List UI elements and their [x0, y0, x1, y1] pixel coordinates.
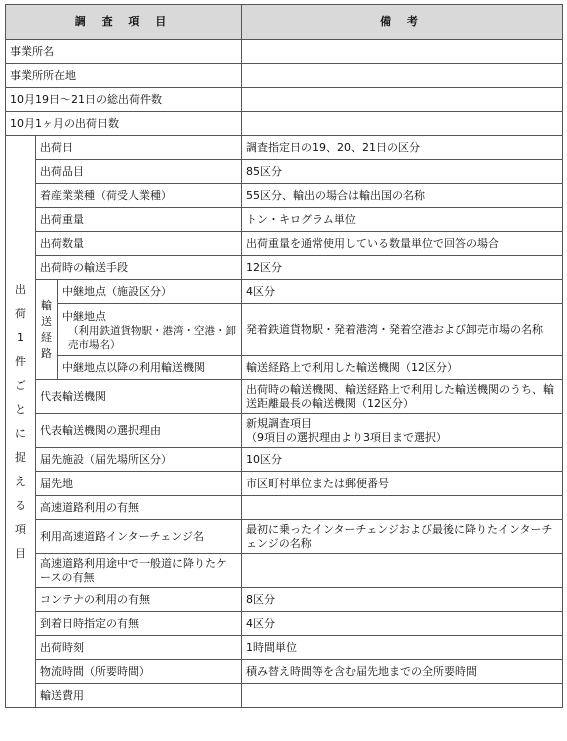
- row-note: [242, 64, 563, 88]
- row-note: 85区分: [242, 160, 563, 184]
- row-note: 市区町村単位または郵便番号: [242, 472, 563, 496]
- group-label-char: 出: [15, 282, 26, 296]
- table-row: [6, 612, 563, 636]
- header-note: 備 考: [242, 5, 563, 40]
- group-label-char: 荷: [15, 306, 26, 320]
- row-label: 10月1ヶ月の出荷日数: [6, 112, 242, 136]
- table-row: [6, 520, 563, 554]
- table-row: [6, 64, 563, 88]
- route-label-char: 輸: [41, 298, 52, 312]
- group-label-char: 1: [17, 330, 24, 344]
- row-label: コンテナの利用の有無: [36, 588, 242, 612]
- table-row: [6, 232, 563, 256]
- group-label-char: ご: [15, 378, 26, 392]
- row-label: 出荷数量: [36, 232, 242, 256]
- group-label-char: 項: [15, 522, 26, 536]
- row-note: [242, 554, 563, 588]
- row-note: 輸送経路上で利用した輸送機関（12区分）: [242, 356, 563, 380]
- route-label-vertical: [36, 280, 58, 380]
- row-label: 出荷時の輸送手段: [36, 256, 242, 280]
- row-note: [242, 414, 563, 448]
- table-row: [6, 256, 563, 280]
- row-label: 着産業業種（荷受人業種）: [36, 184, 242, 208]
- table-row: [6, 280, 563, 304]
- row-note: [242, 496, 563, 520]
- group-label-char: る: [15, 498, 26, 512]
- row-label: 代表輸送機関の選択理由: [36, 414, 242, 448]
- row-note: 調査指定日の19、20、21日の区分: [242, 136, 563, 160]
- row-label: 届先地: [36, 472, 242, 496]
- table-row: [6, 88, 563, 112]
- table-row: [6, 496, 563, 520]
- row-label: 事業所名: [6, 40, 242, 64]
- table-row: [6, 380, 563, 414]
- row-label: 出荷時刻: [36, 636, 242, 660]
- group-label-char: と: [15, 402, 26, 416]
- header-row: [6, 5, 563, 40]
- table-row: [6, 636, 563, 660]
- row-label: 利用高速道路インターチェンジ名: [36, 520, 242, 554]
- table-row: [6, 588, 563, 612]
- table-row: [6, 472, 563, 496]
- row-note: 最初に乗ったインターチェンジおよび最後に降りたインターチェンジの名称: [242, 520, 563, 554]
- row-note: [242, 88, 563, 112]
- route-label-char: 送: [41, 314, 52, 328]
- row-note: 積み替え時間等を含む届先地までの全所要時間: [242, 660, 563, 684]
- row-note: 4区分: [242, 280, 563, 304]
- row-label: 到着日時指定の有無: [36, 612, 242, 636]
- row-label: 出荷重量: [36, 208, 242, 232]
- group-label-char: 件: [15, 354, 26, 368]
- row-label-line2: （利用鉄道貨物駅・港湾・空港・卸売市場名）: [68, 324, 236, 351]
- row-label: 高速道路利用の有無: [36, 496, 242, 520]
- table-row: [6, 40, 563, 64]
- table-row: [6, 136, 563, 160]
- row-label: 中継地点（施設区分）: [58, 280, 242, 304]
- route-label-char: 路: [41, 346, 52, 360]
- row-note: 出荷重量を通常使用している数量単位で回答の場合: [242, 232, 563, 256]
- group-label-char: 目: [15, 546, 26, 560]
- header-item: 調 査 項 目: [6, 5, 242, 40]
- row-note: [242, 40, 563, 64]
- row-note: トン・キログラム単位: [242, 208, 563, 232]
- group-label-char: え: [15, 474, 26, 488]
- row-note: 8区分: [242, 588, 563, 612]
- group-label-vertical: [6, 136, 36, 708]
- table-row: [6, 112, 563, 136]
- table-row: [6, 184, 563, 208]
- row-label: 届先施設（届先場所区分）: [36, 448, 242, 472]
- row-note: 出荷時の輸送機関、輸送経路上で利用した輸送機関のうち、輸送距離最長の輸送機関（12区分）: [242, 380, 563, 414]
- table-row: [6, 356, 563, 380]
- table-row: [6, 304, 563, 356]
- route-label-char: 経: [41, 330, 52, 344]
- row-note: 1時間単位: [242, 636, 563, 660]
- row-label: [58, 304, 242, 356]
- table-row: [6, 448, 563, 472]
- row-note: 発着鉄道貨物駅・発着港湾・発着空港および卸売市場の名称: [242, 304, 563, 356]
- row-note-line2: （9項目の選択理由より3項目まで選択）: [246, 430, 447, 444]
- survey-items-table-wrapper: [5, 4, 563, 708]
- row-label: 10月19日～21日の総出荷件数: [6, 88, 242, 112]
- row-note: [242, 684, 563, 708]
- group-label-char: に: [15, 426, 26, 440]
- table-row: [6, 684, 563, 708]
- row-label: 輸送費用: [36, 684, 242, 708]
- table-row: [6, 160, 563, 184]
- row-note: 55区分、輸出の場合は輸出国の名称: [242, 184, 563, 208]
- row-note: 10区分: [242, 448, 563, 472]
- row-label: 中継地点以降の利用輸送機関: [58, 356, 242, 380]
- row-note: 12区分: [242, 256, 563, 280]
- row-note: 4区分: [242, 612, 563, 636]
- table-row: [6, 554, 563, 588]
- row-note: [242, 112, 563, 136]
- table-row: [6, 414, 563, 448]
- row-label-line1: 中継地点: [62, 309, 106, 323]
- row-label: 出荷品目: [36, 160, 242, 184]
- row-label: 高速道路利用途中で一般道に降りたケースの有無: [36, 554, 242, 588]
- row-label: 事業所所在地: [6, 64, 242, 88]
- table-row: [6, 208, 563, 232]
- group-label-char: 捉: [15, 450, 26, 464]
- row-label: 代表輸送機関: [36, 380, 242, 414]
- table-row: [6, 660, 563, 684]
- survey-items-table: [5, 4, 563, 708]
- row-note-line1: 新規調査項目: [246, 416, 312, 430]
- row-label: 物流時間（所要時間）: [36, 660, 242, 684]
- row-label: 出荷日: [36, 136, 242, 160]
